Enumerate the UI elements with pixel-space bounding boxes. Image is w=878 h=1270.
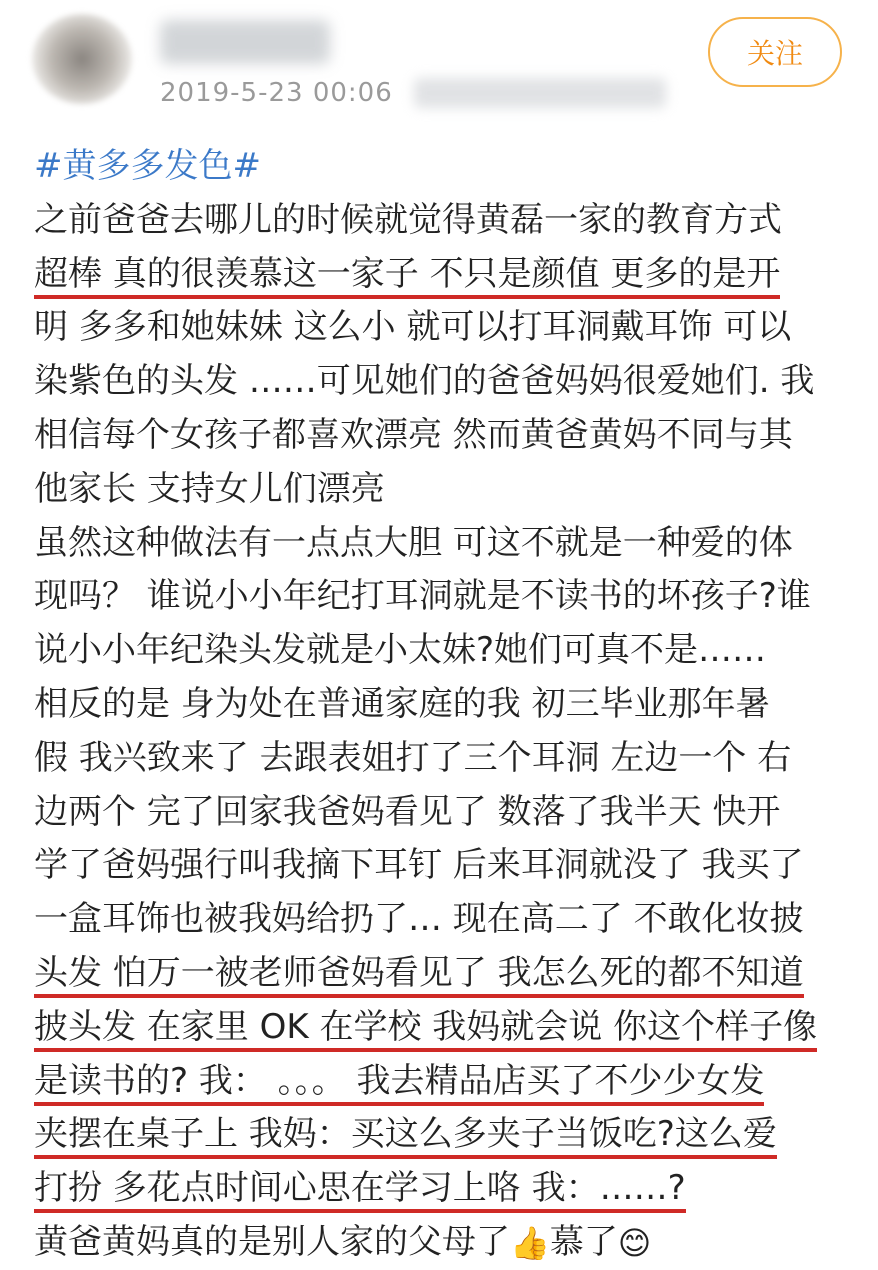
username-blurred[interactable] [160,20,330,64]
post-line [34,1055,864,1109]
post-line [34,1108,864,1162]
post-line: 虽然这种做法有一点点大胆 可这不就是一种爱的体 [34,522,793,563]
post-line: 相信每个女孩子都喜欢漂亮 然而黄爸黄妈不同与其 [34,414,793,455]
post-source-blurred [414,78,666,108]
post-line: 假 我兴致来了 去跟表姐打了三个耳洞 左边一个 右 [34,737,792,778]
post-line-text: 黄爸黄妈真的是别人家的父母了 [34,1221,510,1262]
post-line: 明 多多和她妹妹 这么小 就可以打耳洞戴耳饰 可以 [34,307,792,348]
post-line-text: 打扮 多花点时间心思在学习上咯 我：……? [34,1168,686,1213]
post-line-text: 超棒 真的很羡慕这一家子 不只是颜值 更多的是开 [34,254,780,299]
post-line-text: 慕了 [549,1221,618,1262]
post-line [34,1001,864,1055]
post-timestamp: 2019-5-23 00:06 [160,78,393,108]
post-line: 一盒耳饰也被我妈给扔了… 现在高二了 不敢化妆披 [34,899,804,940]
post-line: 相反的是 身为处在普通家庭的我 初三毕业那年暑 [34,683,770,724]
smile-icon: 😊 [617,1224,652,1263]
post-line: 说小小年纪染头发就是小太妹?她们可真不是…… [34,630,767,671]
post-line [34,1162,864,1216]
post-line: 他家长 支持女儿们漂亮 [34,468,385,509]
post-line-text: 夹摆在桌子上 我妈：买这么多夹子当饭吃?这么爱 [34,1114,777,1159]
post-line: 染紫色的头发 ……可见她们的爸爸妈妈很爱她们. 我 [34,361,815,402]
post-line: 之前爸爸去哪儿的时候就觉得黄磊一家的教育方式 [34,199,782,240]
thumbs-up-icon: 👍 [510,1224,550,1263]
hashtag-link[interactable]: #黄多多发色# [34,146,261,186]
post-line: 现吗？ 谁说小小年纪打耳洞就是不读书的坏孩子?谁 [34,576,811,617]
avatar[interactable] [32,14,132,104]
post-line: 边两个 完了回家我爸妈看见了 数落了我半天 快开 [34,791,781,832]
post-body [34,140,864,1270]
post-line-text: 头发 怕万一被老师爸妈看见了 我怎么死的都不知道 [34,953,804,998]
post-line-text: 是读书的? 我： 。。。 我去精品店买了不少少女发 [34,1061,764,1106]
hashtag-line [34,140,864,194]
post-line: 学了爸妈强行叫我摘下耳钉 后来耳洞就没了 我买了 [34,845,804,886]
post-line [34,947,864,1001]
post-line-text: 披头发 在家里 OK 在学校 我妈就会说 你这个样子像 [34,1007,817,1052]
post-line [34,1216,864,1270]
follow-button[interactable]: 关注 [708,17,842,87]
post-line [34,248,864,302]
